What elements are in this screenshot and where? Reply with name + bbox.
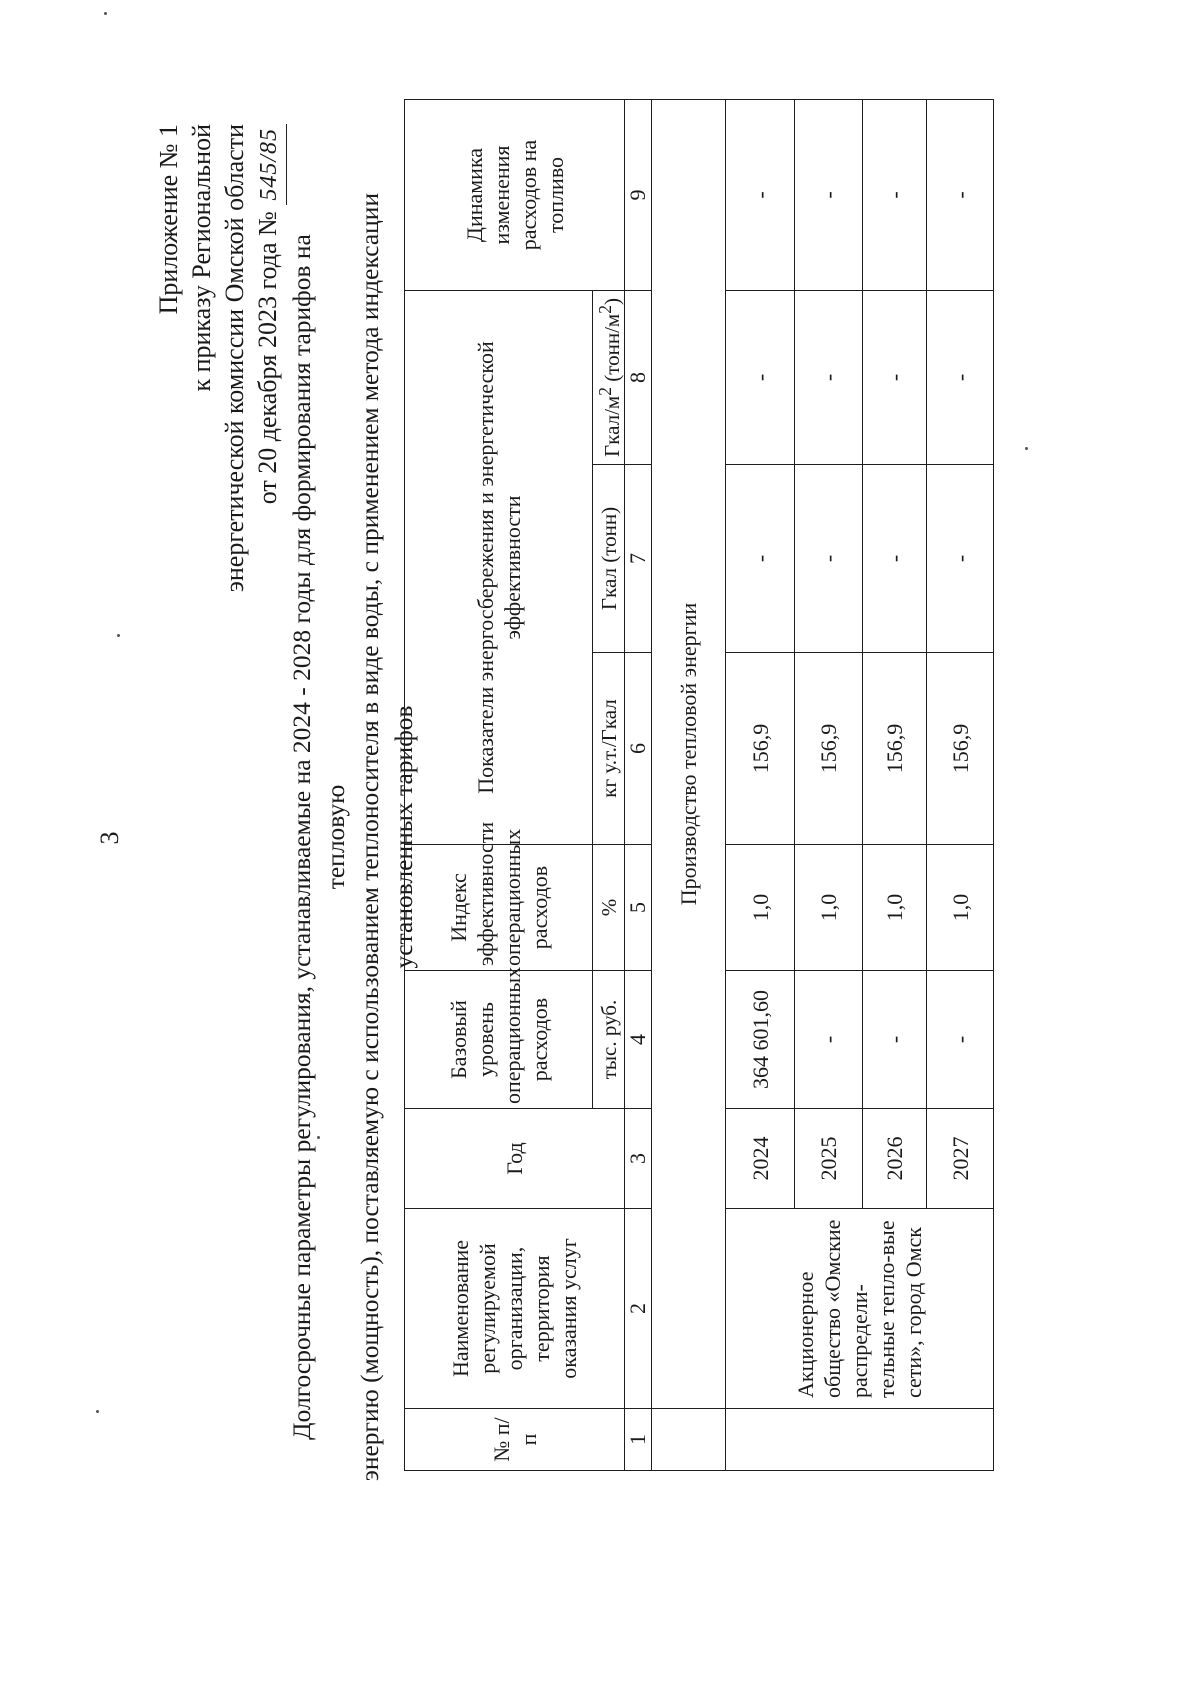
row-c6: 156,9 [927, 653, 994, 845]
column-number: 5 [625, 845, 652, 971]
row-base: - [795, 971, 863, 1109]
row-c8: - [927, 290, 994, 464]
organization-name: Акционерное общество «Омские распредели-тельные тепло-вые сети», город Омск [726, 1209, 994, 1409]
title-line-3: установленных тарифов [389, 705, 418, 969]
header-org: Наименование регулируемой организации, территория оказания услуг [405, 1209, 625, 1409]
row-c7: - [863, 465, 927, 653]
table-row [726, 99, 795, 1470]
row-index: 1,0 [863, 845, 927, 971]
document-title [285, 187, 421, 1487]
header-no: № п/п [405, 1409, 625, 1471]
row-c7: - [927, 465, 994, 653]
title-line-1: Долгосрочные параметры регулирования, устанавливаемые на 2024 - 2028 годы для формирования тарифов на тепловую [287, 234, 350, 1440]
row-c8: - [726, 290, 795, 464]
row-index: 1,0 [795, 845, 863, 971]
row-c6: 156,9 [795, 653, 863, 845]
column-number: 3 [625, 1109, 652, 1209]
row-c9: - [863, 99, 927, 290]
column-number: 4 [625, 971, 652, 1109]
row-year: 2026 [863, 1109, 927, 1209]
unit-c6: кг у.т./Гкал [593, 653, 625, 845]
header-row [405, 99, 593, 1470]
regulation-parameters-table [404, 99, 994, 1471]
header-year: Год [405, 1109, 625, 1209]
appendix-line-3: энергетической комиссии Омской области [220, 124, 249, 593]
order-number-handwritten: 545/85 [253, 124, 287, 205]
row-year: 2024 [726, 1109, 795, 1209]
row-c9: - [795, 99, 863, 290]
page-number: 3 [95, 831, 124, 845]
row-c9: - [927, 99, 994, 290]
header-fuel: Динамика изменения расходов на топливо [405, 99, 625, 290]
section-row [652, 99, 726, 1470]
row-base: 364 601,60 [726, 971, 795, 1109]
column-number: 1 [625, 1409, 652, 1471]
row-c8: - [795, 290, 863, 464]
appendix-block [152, 124, 287, 1024]
row-year: 2027 [927, 1109, 994, 1209]
title-line-2: энергию (мощность), поставляемую с использованием теплоносителя в виде воды, с применением метода индексации [355, 192, 384, 1482]
row-base: - [927, 971, 994, 1109]
column-number: 9 [625, 99, 652, 290]
appendix-line-4 [251, 124, 287, 1024]
header-index: Индекс эффективности операционных расходов [405, 845, 593, 971]
row-c6: 156,9 [726, 653, 795, 845]
unit-index: % [593, 845, 625, 971]
section-no-cell [652, 1409, 726, 1471]
row-c7: - [795, 465, 863, 653]
header-base: Базовый уровень операционных расходов [405, 971, 593, 1109]
column-number: 8 [625, 290, 652, 464]
row-c9: - [726, 99, 795, 290]
row-index: 1,0 [927, 845, 994, 971]
unit-c7: Гкал (тонн) [593, 465, 625, 653]
column-number: 2 [625, 1209, 652, 1409]
row-base: - [863, 971, 927, 1109]
unit-base: тыс. руб. [593, 971, 625, 1109]
column-number: 7 [625, 465, 652, 653]
row-no-cell [726, 1409, 994, 1471]
row-c8: - [863, 290, 927, 464]
row-index: 1,0 [726, 845, 795, 971]
appendix-line-1: Приложение № 1 [154, 124, 183, 315]
column-number-row [625, 99, 652, 1470]
row-year: 2025 [795, 1109, 863, 1209]
appendix-line-2: к приказу Региональной [187, 124, 216, 392]
row-c7: - [726, 465, 795, 653]
header-energy-group: Показатели энергосбережения и энергетической эффективности [405, 290, 593, 844]
unit-c8: Гкал/$м^2$ $(тонн/м^2)$ [593, 290, 625, 464]
row-c6: 156,9 [863, 653, 927, 845]
column-number: 6 [625, 653, 652, 845]
appendix-date: от 20 декабря 2023 года № [253, 211, 282, 505]
section-title: Производство тепловой энергии [652, 99, 726, 1408]
